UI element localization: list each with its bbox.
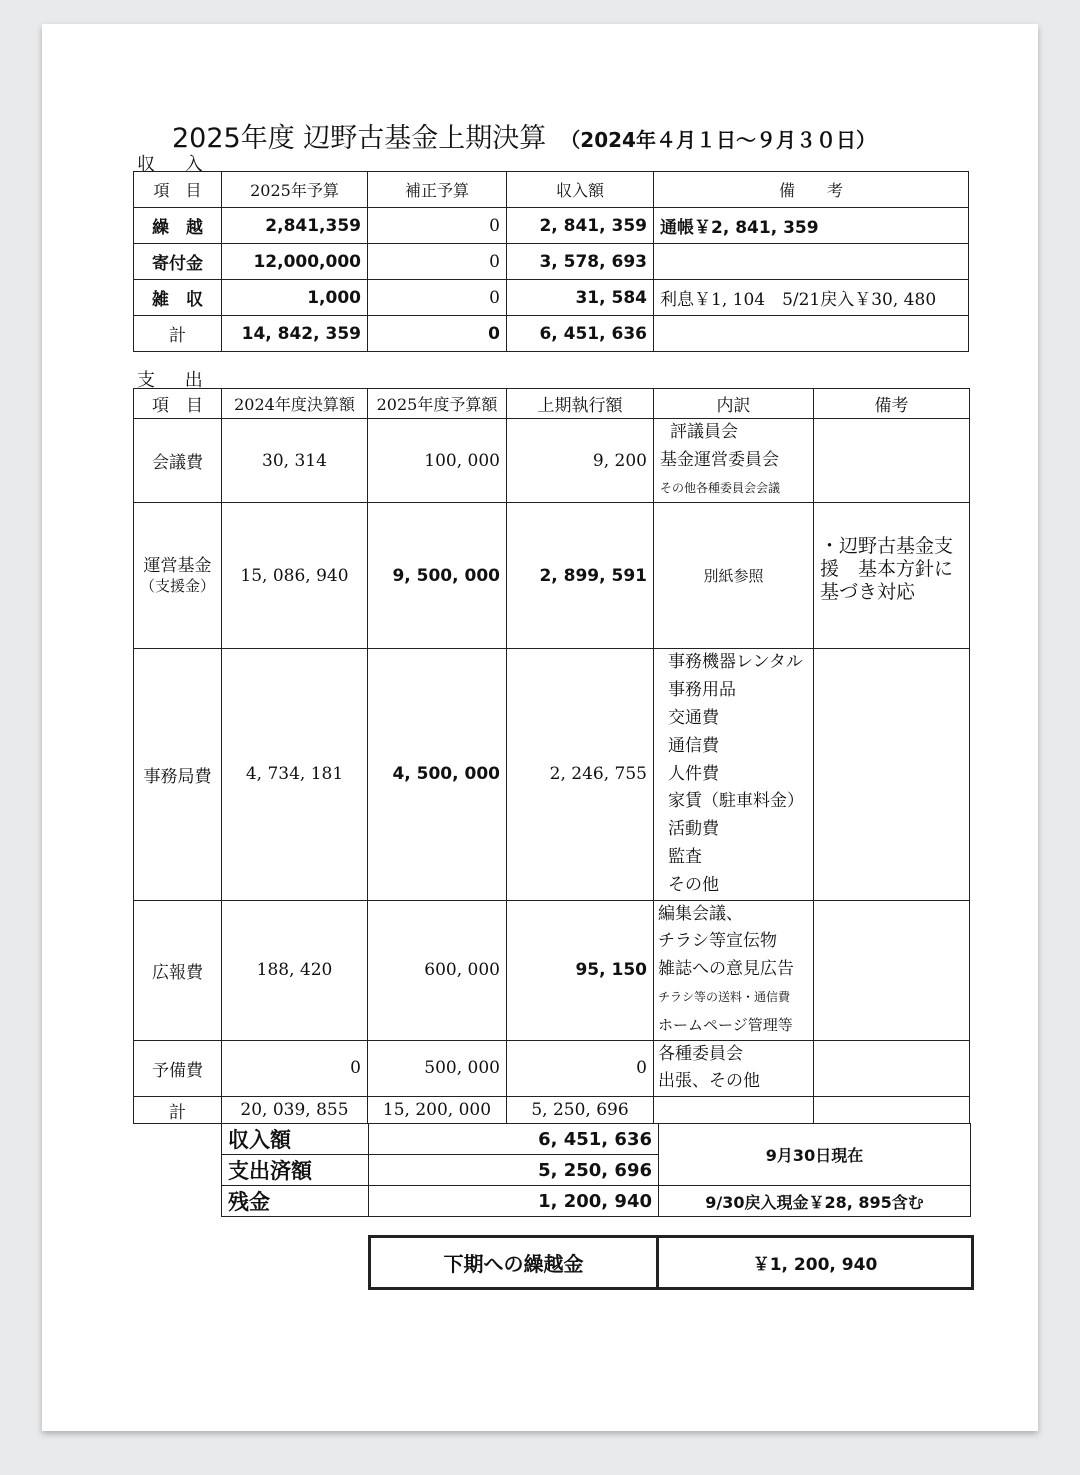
- income-amount: 3, 578, 693: [507, 244, 654, 280]
- breakdown-line: 事務用品: [668, 680, 736, 701]
- breakdown-line: 活動費: [668, 819, 719, 840]
- expense-section-label: 支 出: [137, 370, 215, 391]
- expense-total-note: [814, 1097, 970, 1124]
- table-row: [134, 503, 970, 649]
- summary-spent-label: 支出済額: [222, 1155, 369, 1186]
- income-header-note: 備 考: [654, 172, 969, 208]
- breakdown-line: 監査: [668, 846, 702, 867]
- expense-header-row: [134, 389, 970, 419]
- carryover-row: [370, 1237, 973, 1289]
- breakdown-line: 基金運営委員会: [660, 449, 779, 470]
- expense-executed: 2, 246, 755: [507, 649, 654, 900]
- income-note: [654, 244, 969, 280]
- expense-prev: 15, 086, 940: [222, 503, 368, 649]
- income-amount: 31, 584: [507, 280, 654, 316]
- expense-note: [814, 900, 970, 1040]
- expense-budget: 9, 500, 000: [368, 503, 507, 649]
- breakdown-line: 交通費: [668, 707, 719, 728]
- summary-income-value: 6, 451, 636: [369, 1124, 659, 1155]
- table-row: [134, 419, 970, 503]
- expense-item-sub: （支援金）: [140, 576, 216, 595]
- expense-prev: 0: [222, 1040, 368, 1097]
- expense-executed: 95, 150: [507, 900, 654, 1040]
- expense-budget: 600, 000: [368, 900, 507, 1040]
- income-budget: 12,000,000: [222, 244, 368, 280]
- expense-item: [134, 503, 222, 649]
- summary-spent-value: 5, 250, 696: [369, 1155, 659, 1186]
- expense-note: [814, 1040, 970, 1097]
- expense-breakdown: [654, 649, 814, 900]
- expense-item-main: 運営基金: [143, 555, 212, 576]
- table-row: [134, 208, 969, 244]
- breakdown-line: その他: [668, 874, 719, 895]
- expense-header-executed: 上期執行額: [507, 389, 654, 419]
- carryover-value: ￥1, 200, 940: [658, 1237, 973, 1289]
- income-total-revised: 0: [368, 316, 507, 352]
- breakdown-line: 雑誌への意見広告: [658, 959, 794, 980]
- expense-breakdown: [654, 1040, 814, 1097]
- table-row: [134, 1040, 970, 1097]
- expense-executed: 2, 899, 591: [507, 503, 654, 649]
- summary-as-of: 9月30日現在: [659, 1124, 971, 1186]
- expense-total-executed: 5, 250, 696: [507, 1097, 654, 1124]
- breakdown-line: 事務機器レンタル: [668, 652, 803, 673]
- income-budget: 2,841,359: [222, 208, 368, 244]
- breakdown-line: チラシ等の送料・通信費: [658, 989, 791, 1004]
- expense-breakdown: [654, 900, 814, 1040]
- expense-executed: 0: [507, 1040, 654, 1097]
- expense-budget: 500, 000: [368, 1040, 507, 1097]
- income-header-item: 項 目: [134, 172, 222, 208]
- breakdown-line: 評議員会: [670, 422, 738, 442]
- expense-note: [814, 649, 970, 900]
- expense-note: [814, 419, 970, 503]
- document-title: [172, 116, 876, 155]
- breakdown-line: 人件費: [668, 763, 719, 784]
- breakdown-line: 通信費: [668, 735, 719, 756]
- table-row: [134, 244, 969, 280]
- title-text: 2025年度 辺野古基金上期決算: [172, 123, 547, 154]
- breakdown-line: ホームページ管理等: [658, 1015, 793, 1034]
- income-section-label: 収 入: [137, 154, 215, 175]
- expense-total-budget: 15, 200, 000: [368, 1097, 507, 1124]
- table-row: [134, 900, 970, 1040]
- breakdown-line: 各種委員会: [658, 1043, 743, 1064]
- income-item: 雑 収: [134, 280, 222, 316]
- summary-balance-row: [222, 1186, 971, 1217]
- breakdown-line: その他各種委員会会議: [660, 480, 781, 495]
- expense-prev: 4, 734, 181: [222, 649, 368, 900]
- expense-breakdown: [654, 419, 814, 503]
- expense-item: 事務局費: [134, 649, 222, 900]
- expense-header-breakdown: 内訳: [654, 389, 814, 419]
- expense-budget: 100, 000: [368, 419, 507, 503]
- expense-item: 会議費: [134, 419, 222, 503]
- income-budget: 1,000: [222, 280, 368, 316]
- income-total-label: 計: [134, 316, 222, 352]
- income-total-amount: 6, 451, 636: [507, 316, 654, 352]
- income-note: 利息￥1, 104 5/21戻入￥30, 480: [654, 280, 969, 316]
- breakdown-line: チラシ等宣伝物: [658, 931, 777, 952]
- expense-prev: 30, 314: [222, 419, 368, 503]
- income-table: [133, 171, 969, 352]
- income-header-revised: 補正予算: [368, 172, 507, 208]
- income-item: 繰 越: [134, 208, 222, 244]
- income-revised: 0: [368, 280, 507, 316]
- income-revised: 0: [368, 244, 507, 280]
- carryover-box: [368, 1235, 974, 1290]
- breakdown-line: 出張、その他: [658, 1071, 760, 1092]
- expense-budget: 4, 500, 000: [368, 649, 507, 900]
- income-header-budget: 2025年予算: [222, 172, 368, 208]
- income-note: 通帳￥2, 841, 359: [654, 208, 969, 244]
- expense-header-item: 項 目: [134, 389, 222, 419]
- table-row: [134, 280, 969, 316]
- income-total-row: [134, 316, 969, 352]
- summary-balance-value: 1, 200, 940: [369, 1186, 659, 1217]
- expense-prev: 188, 420: [222, 900, 368, 1040]
- expense-breakdown: 別紙参照: [654, 503, 814, 649]
- summary-balance-label: 残金: [222, 1186, 369, 1217]
- income-total-note: [654, 316, 969, 352]
- expense-table: [133, 388, 970, 1124]
- summary-table: [221, 1123, 971, 1217]
- expense-item: 予備費: [134, 1040, 222, 1097]
- expense-header-budget: 2025年度予算額: [368, 389, 507, 419]
- expense-total-label: 計: [134, 1097, 222, 1124]
- expense-total-prev: 20, 039, 855: [222, 1097, 368, 1124]
- income-header-row: [134, 172, 969, 208]
- expense-total-breakdown: [654, 1097, 814, 1124]
- summary-income-label: 収入額: [222, 1124, 369, 1155]
- income-amount: 2, 841, 359: [507, 208, 654, 244]
- expense-header-prev: 2024年度決算額: [222, 389, 368, 419]
- expense-header-note: 備考: [814, 389, 970, 419]
- income-item: 寄付金: [134, 244, 222, 280]
- breakdown-line: 家賃（駐車料金）: [668, 791, 804, 812]
- expense-executed: 9, 200: [507, 419, 654, 503]
- income-revised: 0: [368, 208, 507, 244]
- table-row: [134, 649, 970, 900]
- expense-item: 広報費: [134, 900, 222, 1040]
- title-period: （2024年４月１日～９月３０日）: [560, 128, 876, 152]
- income-header-amount: 収入額: [507, 172, 654, 208]
- summary-cash-note: 9/30戻入現金￥28, 895含む: [659, 1186, 971, 1217]
- breakdown-line: 編集会議、: [658, 903, 743, 924]
- carryover-label: 下期への繰越金: [370, 1237, 658, 1289]
- expense-note: ・辺野古基金支援 基本方針に基づき対応: [814, 503, 970, 649]
- income-total-budget: 14, 842, 359: [222, 316, 368, 352]
- expense-total-row: [134, 1097, 970, 1124]
- summary-income-row: [222, 1124, 971, 1155]
